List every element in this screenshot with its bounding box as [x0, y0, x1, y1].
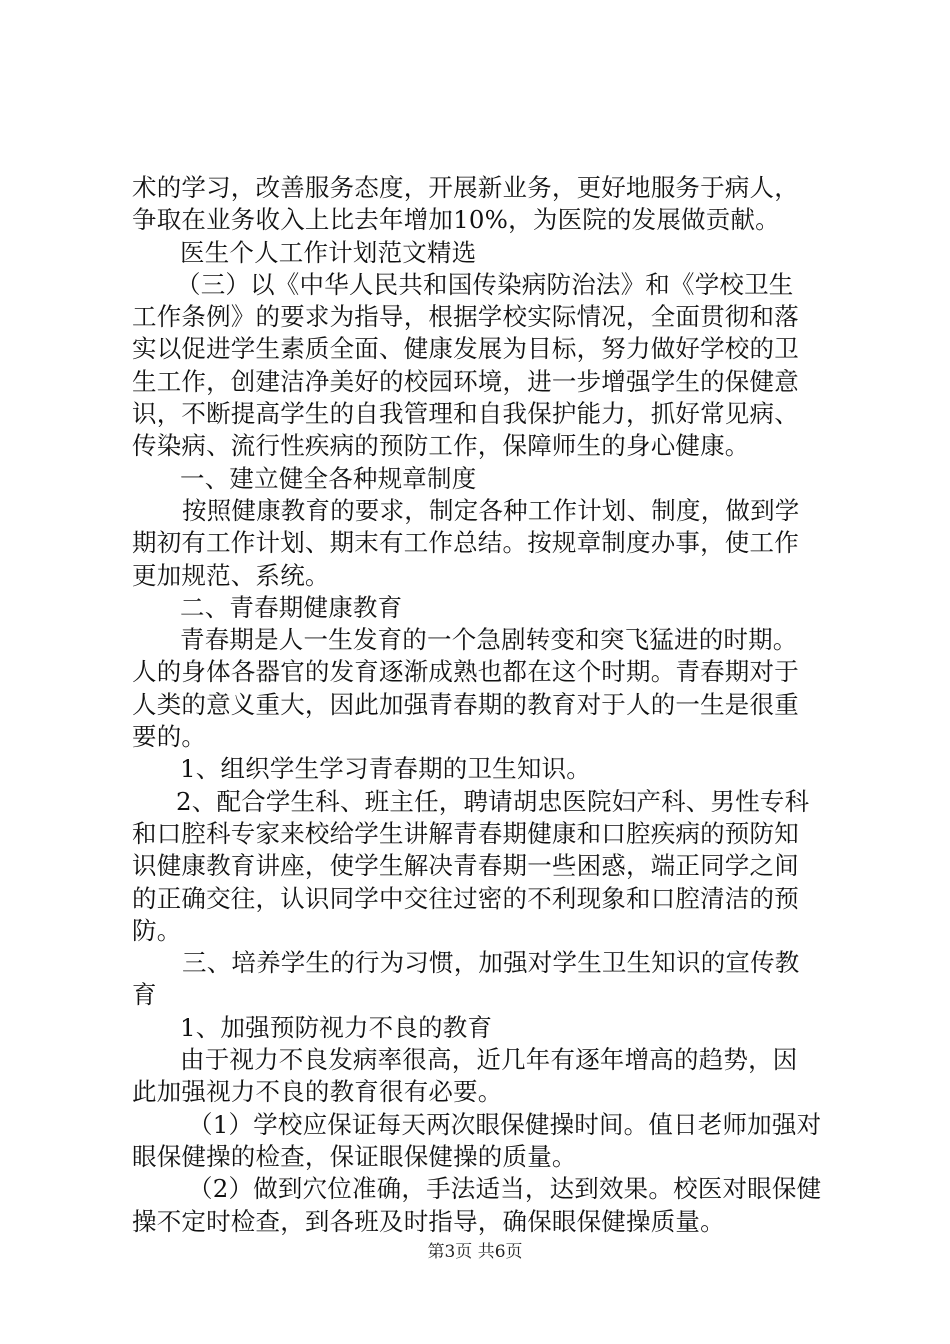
- section-heading: 三、培养学生的行为习惯，加强对学生卫生知识的宣传教: [182, 948, 800, 978]
- text-line: 此加强视力不良的教育很有必要。: [132, 1077, 503, 1107]
- text-line: 人的身体各器官的发育逐渐成熟也都在这个时期。青春期对于: [132, 657, 799, 687]
- text-line: （三）以《中华人民共和国传染病防治法》和《学校卫生: [176, 269, 794, 299]
- text-line: 争取在业务收入上比去年增加10%，为医院的发展做贡献。: [132, 205, 780, 235]
- text-line: 按照健康教育的要求，制定各种工作计划、制度，做到学: [182, 495, 800, 525]
- text-line: 和口腔科专家来校给学生讲解青春期健康和口腔疾病的预防知: [132, 818, 799, 848]
- page-number-footer: 第3页 共6页: [427, 1242, 523, 1262]
- list-item: （2）做到穴位准确，手法适当，达到效果。校医对眼保健: [188, 1174, 822, 1204]
- section-heading: 二、青春期健康教育: [180, 592, 403, 622]
- text-line: 传染病、流行性疾病的预防工作，保障师生的身心健康。: [132, 431, 750, 461]
- text-line: 人类的意义重大，因此加强青春期的教育对于人的一生是很重: [132, 689, 799, 719]
- section-heading: 医生个人工作计划范文精选: [180, 237, 477, 267]
- text-line: 育: [132, 980, 157, 1010]
- text-line: 防。: [132, 915, 182, 945]
- list-item: 1、组织学生学习青春期的卫生知识。: [180, 754, 591, 784]
- text-line: 实以促进学生素质全面、健康发展为目标，努力做好学校的卫: [132, 334, 799, 364]
- text-line: 生工作，创建洁净美好的校园环境，进一步增强学生的保健意: [132, 366, 799, 396]
- text-line: 眼保健操的检查，保证眼保健操的质量。: [132, 1141, 577, 1171]
- subsection-heading: 1、加强预防视力不良的教育: [180, 1012, 493, 1042]
- text-line: 要的。: [132, 722, 207, 752]
- list-item: （1）学校应保证每天两次眼保健操时间。值日老师加强对: [188, 1109, 822, 1139]
- text-line: 识健康教育讲座，使学生解决青春期一些困惑，端正同学之间: [132, 851, 799, 881]
- document-body: [132, 172, 832, 1238]
- list-item: 2、配合学生科、班主任，聘请胡忠医院妇产科、男性专科: [176, 786, 810, 816]
- text-line: 操不定时检查，到各班及时指导，确保眼保健操质量。: [132, 1206, 725, 1236]
- text-line: 识，不断提高学生的自我管理和自我保护能力，抓好常见病、: [132, 399, 799, 429]
- text-line: 的正确交往，认识同学中交往过密的不利现象和口腔清洁的预: [132, 883, 799, 913]
- text-line: 期初有工作计划、期末有工作总结。按规章制度办事，使工作: [132, 528, 799, 558]
- text-line: 工作条例》的要求为指导，根据学校实际情况，全面贯彻和落: [132, 302, 799, 332]
- text-line: 术的学习，改善服务态度，开展新业务，更好地服务于病人，: [132, 173, 799, 202]
- text-line: 更加规范、系统。: [132, 560, 330, 590]
- text-line: 青春期是人一生发育的一个急剧转变和突飞猛进的时期。: [180, 625, 798, 655]
- text-line: 由于视力不良发病率很高，近几年有逐年增高的趋势，因: [180, 1045, 798, 1075]
- section-heading: 一、建立健全各种规章制度: [180, 463, 477, 493]
